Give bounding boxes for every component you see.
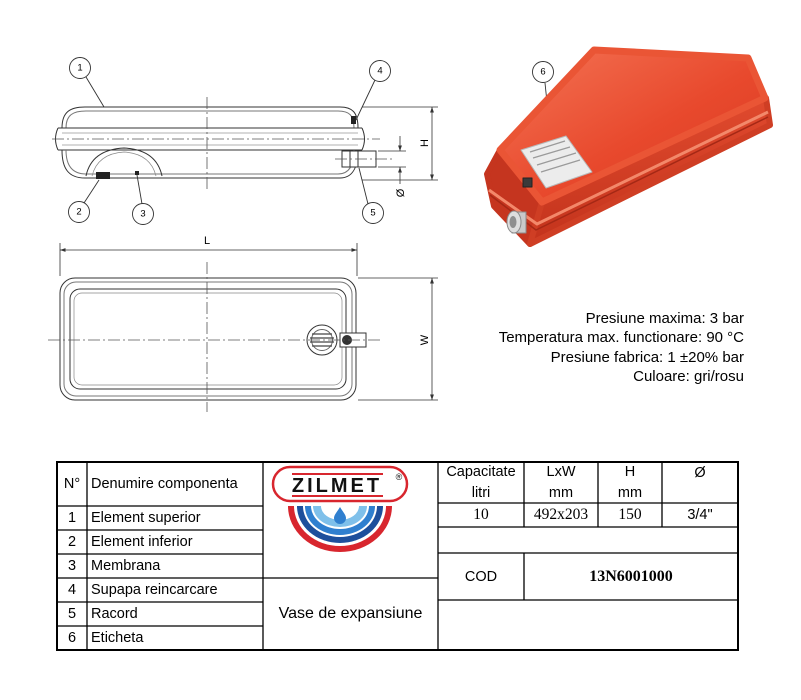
callout-3 (133, 204, 154, 225)
callout-2 (69, 202, 90, 223)
callout-3-number: 3 (140, 208, 146, 220)
l-extension-lines (60, 243, 357, 276)
spec-max-temperature: Temperatura max. functionare: 90 °C (498, 329, 744, 347)
logo-registered-mark: ® (395, 472, 403, 482)
header-height-line2: mm (617, 484, 643, 501)
callout-5-number: 5 (370, 207, 376, 219)
callout-4 (370, 61, 391, 82)
component-number: 6 (67, 630, 77, 646)
spec-factory-pressure: Presiune fabrica: 1 ±20% bar (550, 348, 744, 366)
header-component-name: Denumire componenta (91, 476, 238, 492)
component-number: 1 (67, 510, 77, 526)
callout-leaders (84, 77, 552, 204)
upper-element-inner-line (66, 111, 354, 128)
value-lxw: 492x203 (533, 506, 589, 523)
lower-element-inner-line (66, 150, 354, 174)
callout-4-number: 4 (377, 65, 383, 77)
top-view-drawing (48, 243, 438, 412)
spec-color: Culoare: gri/rosu (633, 368, 744, 386)
component-number: 2 (67, 534, 77, 550)
dimension-w-label: W (419, 334, 431, 346)
component-number: 5 (67, 606, 77, 622)
component-name: Racord (91, 606, 138, 622)
logo-wordmark: ZILMET (291, 475, 383, 497)
header-lxw (524, 462, 598, 503)
component-name: Supapa reincarcare (91, 582, 218, 598)
specifications-block (499, 309, 744, 387)
callout-6-number: 6 (540, 66, 546, 78)
vessel-connector-hole (510, 216, 517, 228)
recharge-valve-bottom (96, 172, 110, 179)
dimension-h-label: H (419, 139, 431, 147)
zilmet-logo (273, 467, 407, 552)
component-number: 3 (67, 558, 77, 574)
value-height: 150 (618, 506, 642, 523)
header-height-line1: H (624, 463, 636, 480)
spec-max-pressure: Presiune maxima: 3 bar (585, 310, 744, 327)
callout-1 (70, 58, 91, 79)
value-diameter: 3/4" (687, 507, 713, 523)
top-view-panel-inner (74, 293, 342, 385)
component-name: Membrana (91, 558, 161, 574)
callout-2-number: 2 (76, 206, 82, 218)
product-name: Vase de expansiune (278, 605, 423, 622)
dimension-l-label: L (203, 235, 211, 247)
recharge-valve-top (351, 116, 356, 124)
side-view-drawing (52, 97, 438, 190)
component-name: Eticheta (91, 630, 144, 646)
component-number: 4 (67, 582, 77, 598)
cod-label: COD (464, 568, 498, 585)
header-capacity-line2: litri (471, 484, 491, 501)
membrane-mark (135, 171, 139, 175)
upper-element-outline (62, 107, 358, 128)
vessel-photo (487, 50, 770, 244)
callout-1-number: 1 (77, 62, 83, 74)
top-view-panel (70, 289, 346, 389)
header-capacity (438, 462, 524, 503)
header-capacity-line1: Capacitate (446, 463, 516, 480)
component-name: Element superior (91, 510, 201, 526)
header-lxw-line2: mm (548, 484, 574, 501)
dimension-diameter-label: Ø (395, 188, 407, 198)
value-capacity: 10 (473, 506, 489, 523)
vessel-valve (523, 178, 532, 187)
header-number: N° (63, 476, 81, 492)
component-name: Element inferior (91, 534, 193, 550)
header-height (598, 462, 662, 503)
header-lxw-line1: LxW (546, 463, 576, 480)
callout-6 (533, 62, 554, 83)
header-diameter: Ø (694, 464, 706, 481)
cod-value: 13N6001000 (589, 567, 673, 585)
callout-5 (363, 203, 384, 224)
logo-water-emblem (288, 506, 392, 552)
